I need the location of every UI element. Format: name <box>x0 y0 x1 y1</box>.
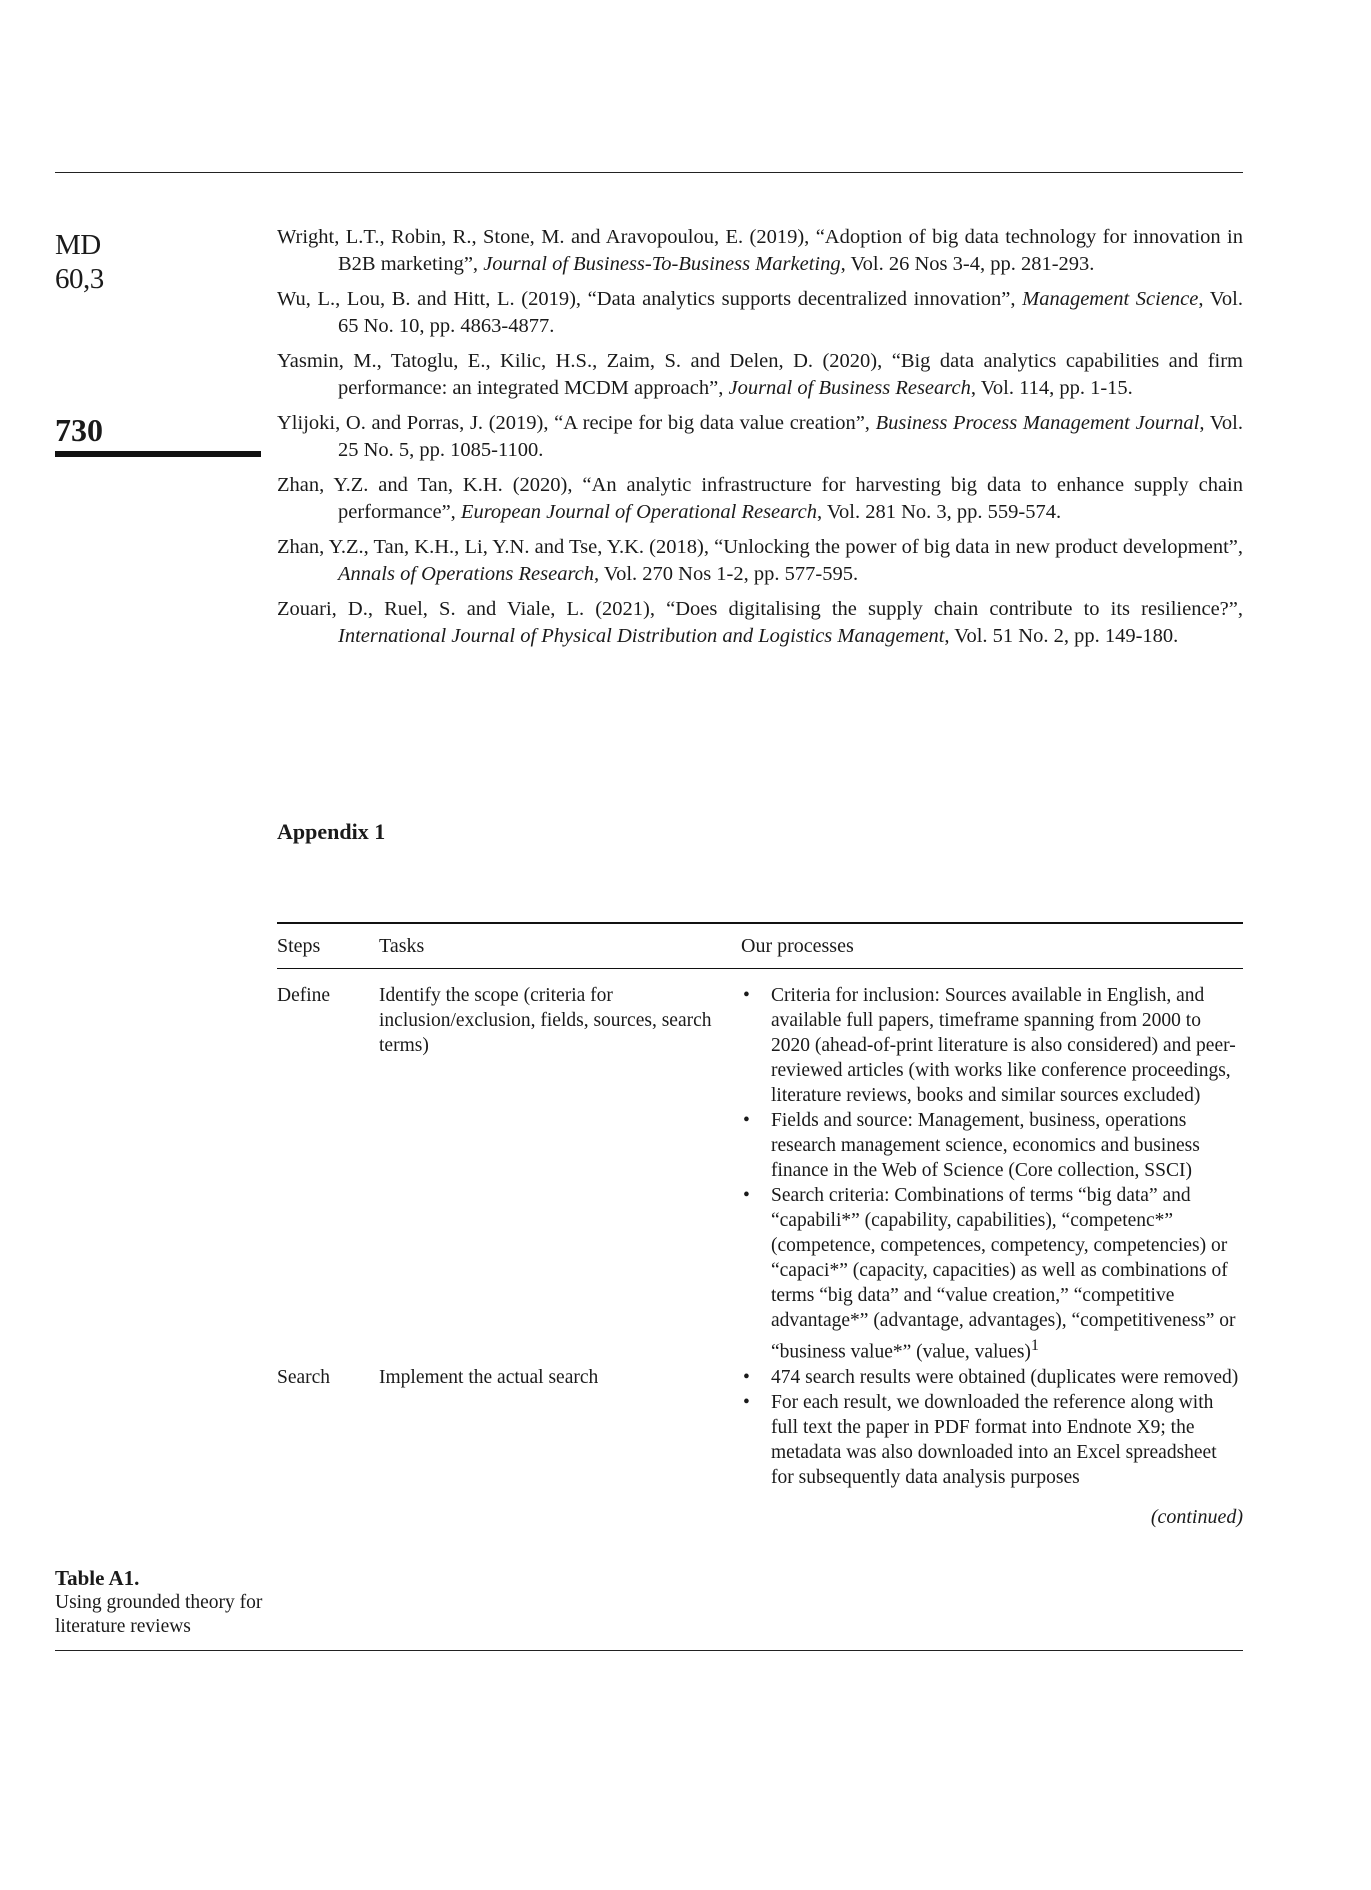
table-row <box>277 1365 1243 1490</box>
journal-abbrev: MD <box>55 229 101 261</box>
continued-note: (continued) <box>1150 1505 1243 1528</box>
reference-list <box>277 224 1243 658</box>
reference-item: Zhan, Y.Z. and Tan, K.H. (2020), “An analytic infrastructure for harvesting big data to enhance supply chain performance”, European Journal of Operational Research, Vol. 281 No. 3, pp. 559-574. <box>277 474 1243 523</box>
process-bullet: • 474 search results were obtained (duplicates were removed) <box>741 1365 1243 1390</box>
reference-item: Wu, L., Lou, B. and Hitt, L. (2019), “Data analytics supports decentralized innovation”, Management Science, Vol. 65 No. 10, pp. 4863-4877. <box>277 288 1243 337</box>
table-header-row <box>277 924 1243 968</box>
header-steps: Steps <box>277 934 321 957</box>
reference-item: Yasmin, M., Tatoglu, E., Kilic, H.S., Zaim, S. and Delen, D. (2020), “Big data analytics capabilities and firm performance: an integrated MCDM approach”, Journal of Business Research, Vol. 114, pp. 1-15. <box>277 350 1243 399</box>
row-processes <box>741 1365 1243 1490</box>
row-task: Identify the scope (criteria for inclusion/exclusion, fields, sources, search terms) <box>379 985 712 1056</box>
caption-text: Using grounded theory for literature reviews <box>55 1592 263 1637</box>
reference-item: Ylijoki, O. and Porras, J. (2019), “A recipe for big data value creation”, Business Process Management Journal, Vol. 25 No. 5, pp. 1085-1100. <box>277 412 1243 461</box>
row-step: Define <box>277 985 331 1006</box>
journal-volume: 60,3 <box>55 263 104 295</box>
caption-label: Table A1. <box>55 1566 140 1590</box>
header-rule <box>55 172 1243 173</box>
reference-item: Wright, L.T., Robin, R., Stone, M. and Aravopoulou, E. (2019), “Adoption of big data technology for innovation in B2B marketing”, Journal of Business-To-Business Marketing, Vol. 26 Nos 3-4, pp. 281-293. <box>277 226 1243 275</box>
table-row <box>277 983 1243 1365</box>
page-number-bar <box>55 451 261 457</box>
footnote-marker: 1 <box>1030 1336 1040 1354</box>
page-number: 730 <box>55 412 103 448</box>
header-processes: Our processes <box>741 934 854 957</box>
table-caption <box>55 1566 270 1639</box>
footer-rule <box>55 1650 1243 1651</box>
process-bullet: • For each result, we downloaded the reference along with full text the paper in PDF format into Endnote X9; the metadata was also downloaded into an Excel spreadsheet for subsequently data analysis purposes <box>741 1390 1243 1490</box>
table-header-rule <box>277 968 1243 969</box>
row-task: Implement the actual search <box>379 1366 599 1388</box>
header-tasks: Tasks <box>379 934 425 957</box>
process-bullet: • Criteria for inclusion: Sources available in English, and available full papers, timeframe spanning from 2000 to 2020 (ahead-of-print literature is also considered) and peer-reviewed articles (with works like conference proceedings, literature reviews, books and similar sources excluded) <box>741 983 1243 1108</box>
reference-item: Zouari, D., Ruel, S. and Viale, L. (2021), “Does digitalising the supply chain contribute to its resilience?”, International Journal of Physical Distribution and Logistics Management, Vol. 51 No. 2, pp. 149-180. <box>277 598 1243 647</box>
row-step: Search <box>277 1366 331 1388</box>
table-a1 <box>277 922 1243 1529</box>
row-processes <box>741 983 1243 1365</box>
process-bullet: • Fields and source: Management, business, operations research management science, economics and business finance in the Web of Science (Core collection, SSCI) <box>741 1108 1243 1183</box>
journal-id <box>55 228 104 296</box>
reference-item: Zhan, Y.Z., Tan, K.H., Li, Y.N. and Tse, Y.K. (2018), “Unlocking the power of big data in new product development”, Annals of Operations Research, Vol. 270 Nos 1-2, pp. 577-595. <box>277 536 1243 585</box>
process-bullet: • Search criteria: Combinations of terms “big data” and “capabili*” (capability, capabilities), “competenc*” (competence, competences, competency, competencies) or “capaci*” (capacity, capacities) as well as combinations of terms “big data” and “value creation,” “competitive advantage*” (advantage, advantages), “competitiveness” or “business value*” (value, values)$^1$ <box>741 1183 1243 1365</box>
appendix-title: Appendix 1 <box>277 819 386 844</box>
